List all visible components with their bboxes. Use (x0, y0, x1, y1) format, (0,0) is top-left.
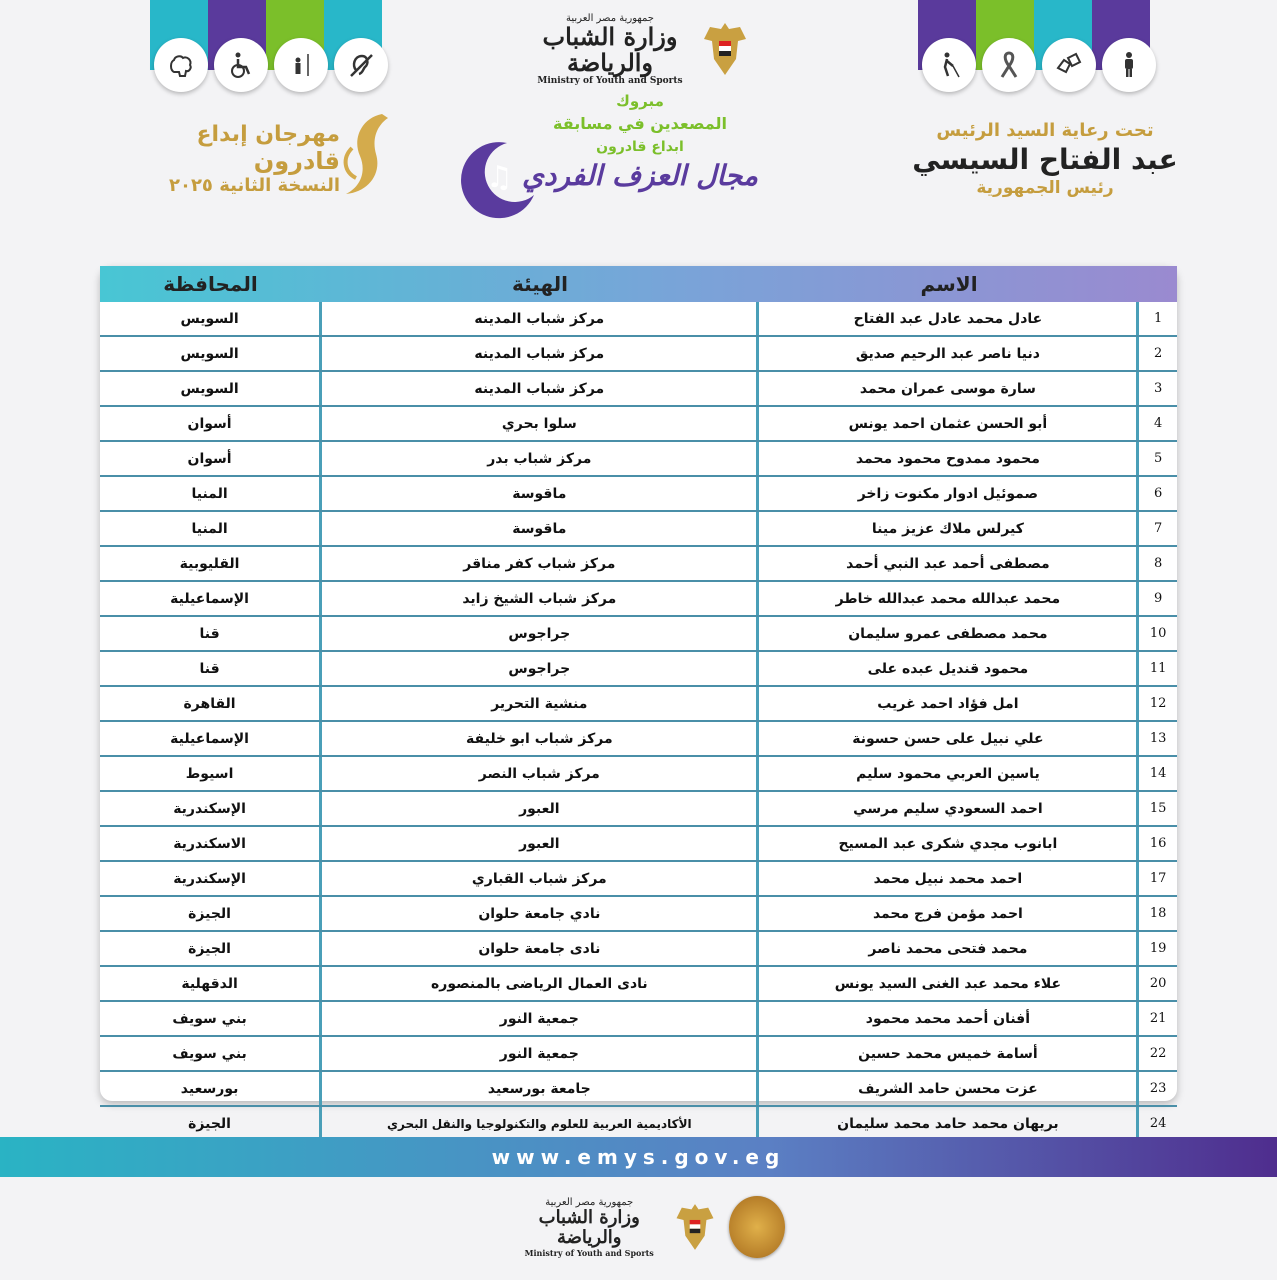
patron-name: عبد الفتاح السيسي (912, 143, 1178, 176)
festival-line3: النسخة الثانية ٢٠٢٥ (168, 175, 340, 196)
table-row (100, 652, 1177, 687)
gold-seal-icon (729, 1196, 785, 1258)
row-number: 10 (1136, 617, 1177, 650)
row-number: 8 (1136, 547, 1177, 580)
row-organization: جراجوس (319, 617, 756, 650)
row-number: 18 (1136, 897, 1177, 930)
row-organization: ماقوسة (319, 512, 756, 545)
row-governorate: الجيزة (188, 905, 231, 922)
row-number: 6 (1136, 477, 1177, 510)
row-organization: نادى العمال الرياضى بالمنصوره (319, 967, 756, 1000)
row-governorate: الجيزة (188, 940, 231, 957)
row-name: دنيا ناصر عبد الرحيم صديق (756, 337, 1136, 370)
table-row (100, 1107, 1177, 1140)
svg-text:♫: ♫ (486, 160, 513, 195)
row-organization: جراجوس (319, 652, 756, 685)
ministry-logo (530, 14, 750, 84)
row-organization: نادي جامعة حلوان (319, 897, 756, 930)
bottom-logos (515, 1192, 785, 1262)
row-governorate: أسوان (187, 450, 232, 467)
table-row (100, 827, 1177, 862)
row-governorate: الاسكندرية (173, 835, 246, 852)
wheelchair-icon (214, 38, 268, 92)
patron-line1: تحت رعاية السيد الرئيس (936, 120, 1154, 141)
row-governorate: الدقهلية (181, 975, 238, 992)
table-row (100, 442, 1177, 477)
header-num (1139, 266, 1177, 302)
row-name: علاء محمد عبد الغنى السيد يونس (756, 967, 1136, 1000)
row-organization: العبور (319, 827, 756, 860)
row-governorate: أسوان (187, 415, 232, 432)
table-row (100, 512, 1177, 547)
row-name: بريهان محمد حامد محمد سليمان (756, 1107, 1136, 1140)
row-number: 5 (1136, 442, 1177, 475)
row-name: كيرلس ملاك عزيز مينا (756, 512, 1136, 545)
row-organization: العبور (319, 792, 756, 825)
table-row (100, 1037, 1177, 1072)
sign-language-icon (1042, 38, 1096, 92)
row-organization: مركز شباب المدينه (319, 302, 756, 335)
festival-logo-icon (332, 108, 404, 200)
congrats-line2: المصعدين في مسابقة (553, 114, 727, 133)
table-row (100, 617, 1177, 652)
table-row (100, 407, 1177, 442)
disability-icons-right (920, 38, 1158, 92)
row-organization: مركز شباب الشيخ زايد (319, 582, 756, 615)
row-organization: مركز شباب القباري (319, 862, 756, 895)
row-governorate: الإسكندرية (173, 870, 246, 887)
row-number: 16 (1136, 827, 1177, 860)
footer-bar (0, 1137, 1277, 1177)
row-name: أفنان أحمد محمد محمود (756, 1002, 1136, 1035)
winners-table (100, 266, 1177, 1132)
patron-title: رئيس الجمهورية (976, 178, 1114, 198)
deaf-icon (334, 38, 388, 92)
row-number: 13 (1136, 722, 1177, 755)
bottom-ministry-arabic-top: جمهورية مصر العربية (545, 1196, 634, 1208)
row-governorate: المنيا (191, 520, 228, 537)
row-name: علي نبيل على حسن حسونة (756, 722, 1136, 755)
header-gov: المحافظة (163, 272, 258, 296)
row-governorate: المنيا (191, 485, 228, 502)
row-governorate: الجيزة (188, 1115, 231, 1132)
row-governorate: السويس (180, 345, 239, 362)
row-name: سارة موسى عمران محمد (756, 372, 1136, 405)
awareness-ribbon-icon (982, 38, 1036, 92)
eagle-emblem-icon (700, 19, 750, 79)
bottom-ministry-arabic-main: وزارة الشباب والرياضة (538, 1206, 640, 1248)
table-row (100, 897, 1177, 932)
table-row (100, 722, 1177, 757)
ministry-english: Ministry of Youth and Sports (537, 75, 683, 86)
table-body (100, 302, 1177, 1140)
row-organization: نادى جامعة حلوان (319, 932, 756, 965)
row-organization: ماقوسة (319, 477, 756, 510)
row-organization: الأكاديمية العربية للعلوم والتكنولوجيا والنقل البحري (319, 1107, 756, 1140)
festival-line2: قادرون (253, 147, 340, 175)
row-name: أبو الحسن عثمان احمد يونس (756, 407, 1136, 440)
row-name: احمد محمد نبيل محمد (756, 862, 1136, 895)
bottom-eagle-icon (673, 1200, 717, 1254)
row-name: احمد السعودي سليم مرسي (756, 792, 1136, 825)
row-number: 4 (1136, 407, 1177, 440)
table-row (100, 477, 1177, 512)
row-governorate: بني سويف (172, 1045, 247, 1062)
table-header (100, 266, 1177, 302)
row-organization: مركز شباب بدر (319, 442, 756, 475)
row-organization: مركز شباب المدينه (319, 372, 756, 405)
row-name: عادل محمد عادل عبد الفتاح (756, 302, 1136, 335)
row-governorate: قنا (199, 660, 220, 677)
row-name: مصطفى أحمد عبد النبي أحمد (756, 547, 1136, 580)
row-governorate: السويس (180, 380, 239, 397)
table-row (100, 372, 1177, 407)
table-row (100, 967, 1177, 1002)
row-organization: مركز شباب النصر (319, 757, 756, 790)
row-governorate: الإسماعيلية (170, 730, 249, 747)
brain-icon (154, 38, 208, 92)
row-organization: سلوا بحري (319, 407, 756, 440)
congrats-line1: مبروك (616, 92, 664, 110)
congrats-block (470, 92, 810, 192)
row-number: 2 (1136, 337, 1177, 370)
header-name: الاسم (920, 272, 978, 296)
row-governorate: الإسماعيلية (170, 590, 249, 607)
row-organization: جامعة بورسعيد (319, 1072, 756, 1105)
row-name: احمد مؤمن فرج محمد (756, 897, 1136, 930)
ministry-arabic-top: جمهورية مصر العربية (566, 12, 654, 24)
row-number: 24 (1136, 1107, 1177, 1140)
table-row (100, 757, 1177, 792)
person-icon (1102, 38, 1156, 92)
row-number: 9 (1136, 582, 1177, 615)
table-row (100, 302, 1177, 337)
row-organization: مركز شباب المدينه (319, 337, 756, 370)
table-row (100, 792, 1177, 827)
table-row (100, 932, 1177, 967)
website-link[interactable]: www.emys.gov.eg (491, 1145, 786, 1169)
row-organization: مركز شباب ابو خليفة (319, 722, 756, 755)
bottom-ministry-english: Ministry of Youth and Sports (524, 1247, 654, 1258)
row-number: 12 (1136, 687, 1177, 720)
row-organization: جمعية النور (319, 1002, 756, 1035)
row-number: 20 (1136, 967, 1177, 1000)
table-row (100, 687, 1177, 722)
row-governorate: السويس (180, 310, 239, 327)
row-number: 23 (1136, 1072, 1177, 1105)
row-governorate: القليوبية (179, 555, 240, 572)
row-name: أسامة خميس محمد حسين (756, 1037, 1136, 1070)
header-org: الهيئة (511, 272, 569, 296)
table-row (100, 1002, 1177, 1037)
festival-line1: مهرجان إبداع (196, 122, 340, 147)
row-number: 14 (1136, 757, 1177, 790)
short-stature-icon (274, 38, 328, 92)
blind-cane-icon (922, 38, 976, 92)
disability-icons-left (152, 38, 390, 92)
row-governorate: الإسكندرية (173, 800, 246, 817)
row-governorate: بني سويف (172, 1010, 247, 1027)
row-number: 11 (1136, 652, 1177, 685)
row-number: 19 (1136, 932, 1177, 965)
row-organization: جمعية النور (319, 1037, 756, 1070)
row-number: 22 (1136, 1037, 1177, 1070)
row-number: 17 (1136, 862, 1177, 895)
row-name: محمد فتحى محمد ناصر (756, 932, 1136, 965)
table-row (100, 547, 1177, 582)
congrats-line3: ابداع قادرون (596, 139, 684, 155)
row-name: محمود ممدوح محمود محمد (756, 442, 1136, 475)
row-name: امل فؤاد احمد غريب (756, 687, 1136, 720)
row-number: 7 (1136, 512, 1177, 545)
row-governorate: بورسعيد (180, 1080, 239, 1097)
row-name: محمد مصطفى عمرو سليمان (756, 617, 1136, 650)
row-number: 15 (1136, 792, 1177, 825)
row-number: 1 (1136, 302, 1177, 335)
row-name: محمد عبدالله محمد عبدالله خاطر (756, 582, 1136, 615)
row-number: 21 (1136, 1002, 1177, 1035)
row-governorate: اسيوط (185, 765, 234, 782)
row-name: ابانوب مجدي شكرى عبد المسيح (756, 827, 1136, 860)
bottom-ministry-logo (515, 1197, 717, 1258)
row-name: ياسين العربي محمود سليم (756, 757, 1136, 790)
patron-block (880, 120, 1210, 198)
row-organization: مركز شباب كفر مناقر (319, 547, 756, 580)
table-row (100, 337, 1177, 372)
row-governorate: القاهرة (183, 695, 236, 712)
table-row (100, 582, 1177, 617)
row-number: 3 (1136, 372, 1177, 405)
festival-title (140, 122, 340, 196)
category-title: مجال العزف الفردي (521, 159, 759, 192)
row-governorate: قنا (199, 625, 220, 642)
table-row (100, 862, 1177, 897)
row-organization: منشية التحرير (319, 687, 756, 720)
row-name: عزت محسن حامد الشريف (756, 1072, 1136, 1105)
ministry-arabic-main: وزارة الشباب والرياضة (542, 21, 678, 77)
row-name: محمود قنديل عبده على (756, 652, 1136, 685)
table-row (100, 1072, 1177, 1107)
row-name: صموئيل ادوار مكنوت زاخر (756, 477, 1136, 510)
